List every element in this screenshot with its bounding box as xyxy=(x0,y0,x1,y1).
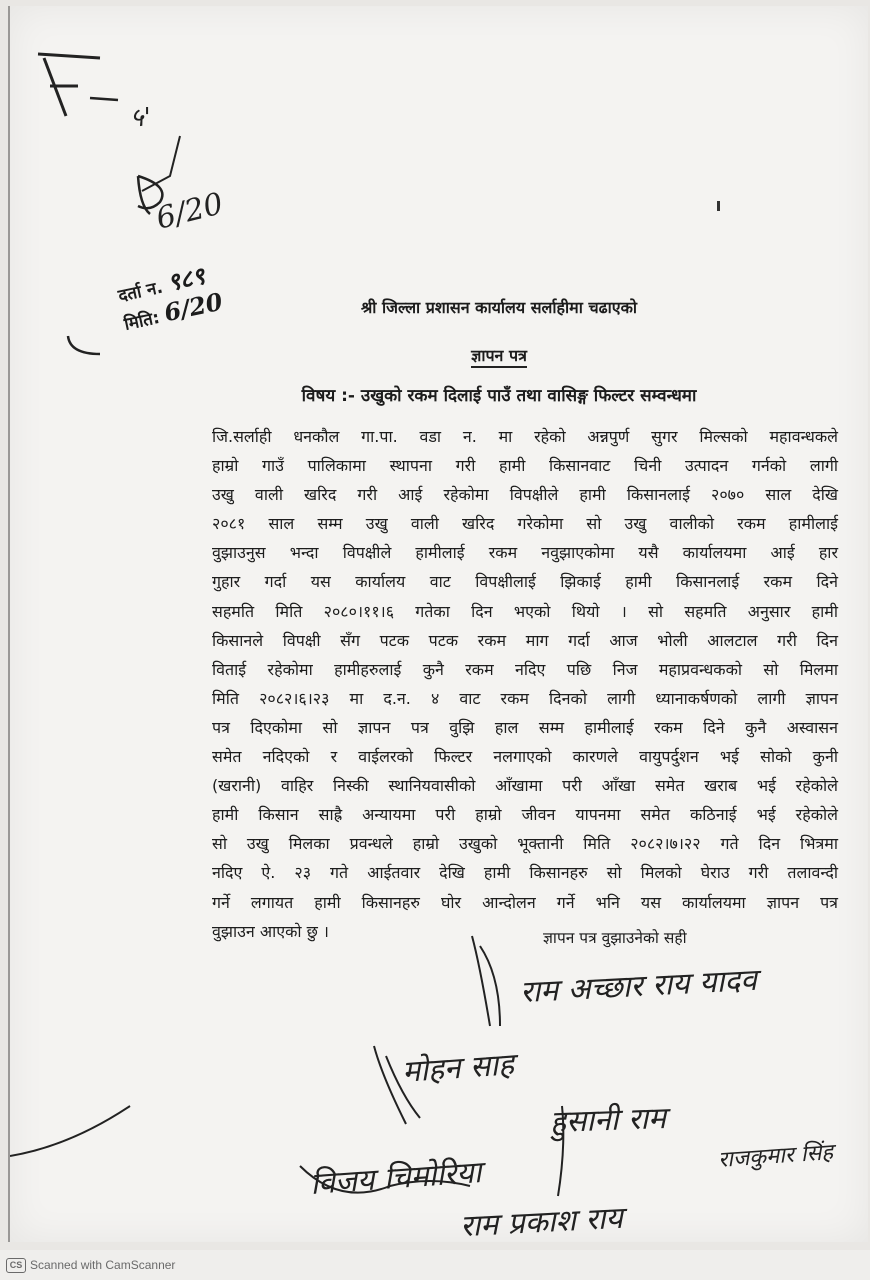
body-line: वुझाउन आएको छु । xyxy=(212,921,329,941)
body-line: गर्ने लगायत हामी किसानहरु घोर आन्दोलन गर्ने भनि यस कार्यालयमा ज्ञापन पत्र xyxy=(212,892,838,912)
darta-number: ९८९ xyxy=(164,260,208,297)
body-line: समेत नदिएको र वाईलरको फिल्टर नलगाएको कारणले वायुपर्दुशन भई सोको कुनी xyxy=(212,747,838,767)
scanner-footer xyxy=(0,1250,870,1280)
miti-value: 6/20 xyxy=(161,286,226,328)
body-line: किसानले विपक्षी सँग पटक पटक रकम माग गर्दा आज भोली आलटाल गरी दिन xyxy=(212,630,838,650)
body-line: सो उखु मिलका प्रवन्धले हाम्रो उखुको भूक्तानी मिति २०८२।७।२२ गते दिन भित्रमा xyxy=(212,834,838,854)
body-line: २०८१ साल सम्म उखु वाली खरिद गरेकोमा सो उखु वालीको रकम हामीलाई xyxy=(212,514,838,534)
document-title-text: ज्ञापन पत्र xyxy=(471,346,527,368)
subject-line: विषय :- उखुको रकम दिलाई पाउँ तथा वासिङ्ग फिल्टर सम्वन्धमा xyxy=(301,386,697,406)
signature-5: राम प्रकाश राय xyxy=(459,1200,624,1245)
body-line: उखु वाली खरिद गरी आई रहेकोमा विपक्षीले हामी किसानलाई २०७० साल देखि xyxy=(212,485,838,505)
signature-scribbles xyxy=(10,906,868,1242)
signature-2: मोहन साह xyxy=(401,1047,516,1090)
body-line: (खरानी) वाहिर निस्की स्थानियवासीको आँखामा परी आँखा समेत खराब भई रहेकोले xyxy=(212,776,838,796)
body-line: मिति २०८२।६।२३ मा द.न. ४ वाट रकम दिनको लागी ध्यानाकर्षणको लागी ज्ञापन xyxy=(212,688,838,708)
body-line: पत्र दिएकोमा सो ज्ञापन पत्र वुझि हाल सम्म हामीलाई रकम दिने कुनै अस्वासन xyxy=(212,717,838,737)
body-line: सहमति मिति २०८०।११।६ गतेका दिन भएको थियो । सो सहमति अनुसार हामी xyxy=(212,601,838,621)
signature-1: राम अच्छार राय यादव xyxy=(519,962,758,1011)
body-line: गुहार गर्दा यस कार्यालय वाट विपक्षीलाई झिकाई हामी किसानलाई रकम दिने xyxy=(212,572,838,592)
signature-4: विजय चिमोरिया xyxy=(309,1155,483,1202)
miti-label: मिति: xyxy=(122,307,162,335)
body-line: विताई रहेकोमा हामीहरुलाई कुनै रकम नदिए पछि निज महाप्रवन्धकको सो मिलमा xyxy=(212,659,838,679)
darta-label: दर्ता न. xyxy=(116,277,165,307)
dot-mark xyxy=(717,201,720,211)
body-line: वुझाउनुस भन्दा विपक्षीले हामीलाई रकम नवुझाएकोमा यसै कार्यालयमा आई हार xyxy=(212,543,838,563)
camscanner-icon: CS xyxy=(6,1258,26,1273)
body-line: हामी किसान साह्रै अन्यायमा परी हाम्रो जीवन यापनमा समेत कठिनाई भई रहेकोले xyxy=(212,805,838,825)
body-line: नदिए ऐ. २३ गते आईतवार देखि हामी किसानहरु सो मिलको घेराउ गरी तलावन्दी xyxy=(212,863,838,883)
signature-3: हुसानी राम xyxy=(549,1100,667,1141)
scanned-page xyxy=(8,6,868,1245)
letter-body xyxy=(212,422,838,946)
addressee-line: श्री जिल्ला प्रशासन कार्यालय सर्लाहीमा चढाएको xyxy=(360,298,638,317)
body-line: जि.सर्लाही धनकौल गा.पा. वडा न. मा रहेको अन्नपुर्ण सुगर मिल्सको महावन्धकले xyxy=(212,427,838,446)
signature-6: राजकुमार सिंह xyxy=(717,1140,834,1173)
handwritten-date: 6/20 xyxy=(152,186,227,237)
scanner-footer-text: Scanned with CamScanner xyxy=(30,1258,176,1272)
signature-caption: ज्ञापन पत्र वुझाउनेको सही xyxy=(543,929,687,947)
handwritten-mark-number: ५' xyxy=(130,103,151,133)
body-line: हाम्रो गाउँ पालिकामा स्थापना गरी हामी किसानवाट चिनी उत्पादन गर्नको लागी xyxy=(212,456,838,476)
document-title xyxy=(10,344,868,366)
